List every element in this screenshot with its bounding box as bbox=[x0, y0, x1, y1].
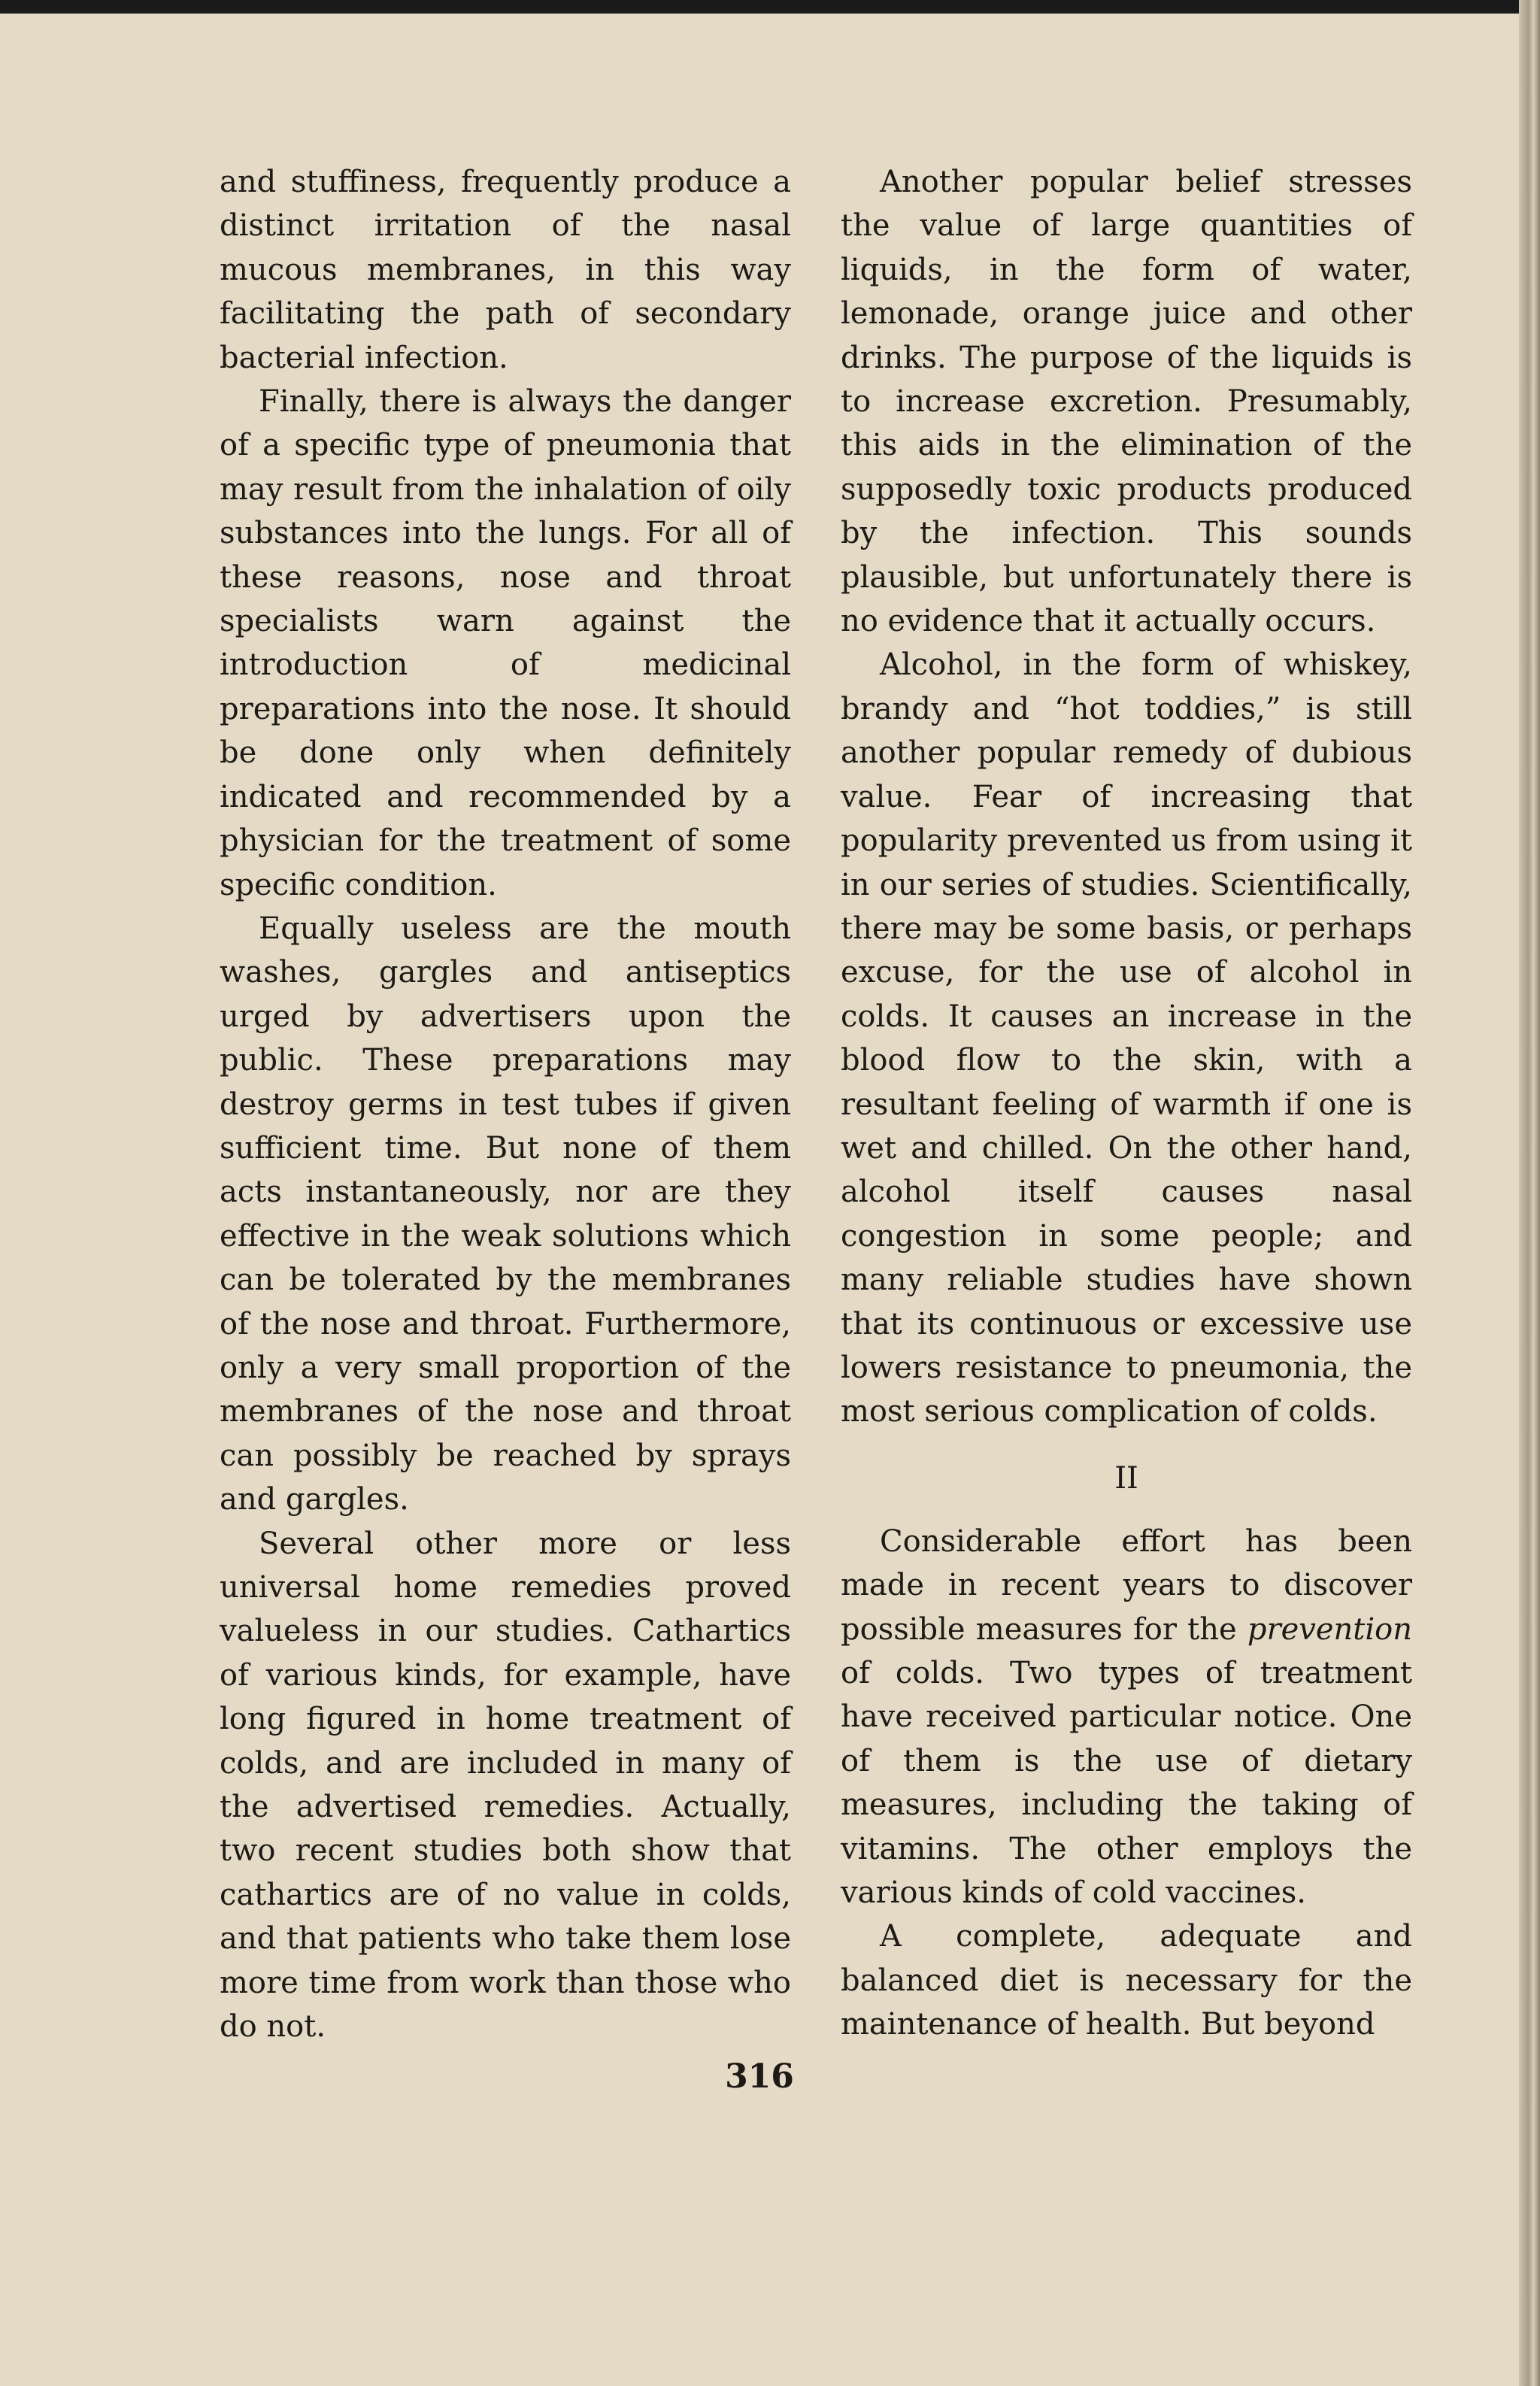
paragraph-prevention bbox=[841, 1520, 1412, 1915]
book-spine-edge bbox=[1519, 0, 1540, 2386]
paragraph-home-remedies: Several other more or less universal home remedies proved valueless in our studies. Cathartics of various kinds, for example, have long figured in home treatment of colds, and are included in many of the advertised remedies. Actually, two recent studies both show that cathartics are of no value in colds, and that patients who take them lose more time from work than those who do not. bbox=[220, 1526, 791, 2045]
left-column bbox=[220, 160, 791, 2048]
prevention-text-after: of colds. Two types of treatment have received particular notice. One of them is the use of dietary measures, including the taking of vitamins. The other employs the various kinds of cold vaccines. bbox=[841, 1656, 1412, 1911]
paragraph-liquids: Another popular belief stresses the value of large quantities of liquids, in the form of water, lemonade, orange juice and other drinks. The purpose of the liquids is to increase excretion. Presumably, this aids in the elimination of the supposedly toxic products produced by the infection. This sounds plausible, but unfortunately there is no evidence that it actually occurs. bbox=[841, 165, 1412, 639]
section-number: II bbox=[1114, 1460, 1138, 1496]
page-number: 316 bbox=[725, 2057, 794, 2096]
paragraph-mouth-washes: Equally useless are the mouth washes, gargles and antiseptics urged by advertisers upon the public. These preparations may destroy germs in test tubes if given sufficient time. But none of them acts instantaneously, nor are they effective in the weak solutions which can be tolerated by the membranes of the nose and throat. Furthermore, only a very small proportion of the membranes of the nose and throat can possibly be reached by sprays and gargles. bbox=[220, 911, 791, 1517]
book-page bbox=[0, 14, 1519, 2386]
prevention-text-before: Considerable effort has been made in recent years to discover possible measures for the bbox=[841, 1523, 1412, 1647]
prevention-emphasis: prevention bbox=[1247, 1611, 1412, 1647]
paragraph-alcohol: Alcohol, in the form of whiskey, brandy and “hot toddies,” is still another popular remedy of dubious value. Fear of increasing that popularity prevented us from using it in our series of studies. Scientifically, there may be some basis, or perhaps excuse, for the use of alcohol in colds. It causes an increase in the blood flow to the skin, with a resultant feeling of warmth if one is wet and chilled. On the other hand, alcohol itself causes nasal congestion in some people; and many reliable studies have shown that its continuous or excessive use lowers resistance to pneumonia, the most serious complication of colds. bbox=[841, 647, 1412, 1429]
paragraph-diet: A complete, adequate and balanced diet is necessary for the maintenance of health. But beyond bbox=[841, 1919, 1412, 2042]
paragraph-pneumonia: Finally, there is always the danger of a specific type of pneumonia that may result from the inhalation of oily substances into the lungs. For all of these reasons, nose and throat specialists warn against the introduction of medicinal preparations into the nose. It should be done only when definitely indicated and recommended by a physician for the treatment of some specific condition. bbox=[220, 384, 791, 902]
right-column bbox=[841, 160, 1412, 2047]
paragraph-continued: and stuffiness, frequently produce a distinct irritation of the nasal mucous membranes, in this way facilitating the path of secondary bacterial infection. bbox=[220, 165, 791, 375]
